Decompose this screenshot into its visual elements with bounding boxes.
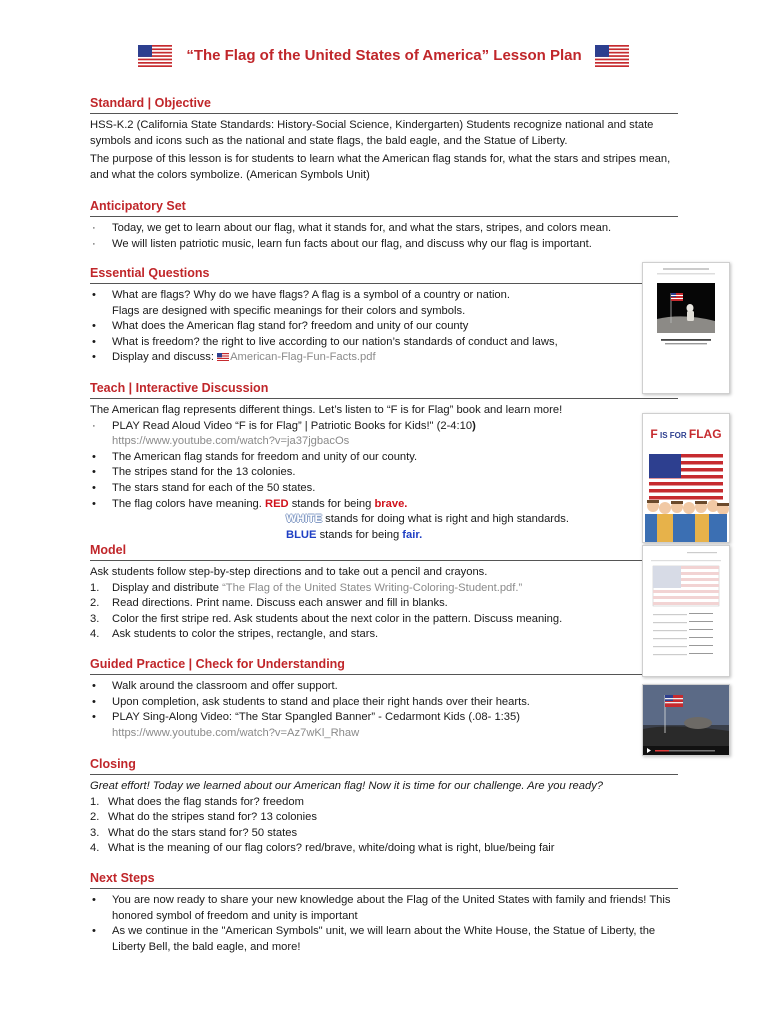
closing-questions bbox=[90, 795, 678, 857]
list-item: 2. What do the stripes stand for? 13 colonies bbox=[90, 811, 317, 824]
f-is-for-flag-cover bbox=[643, 414, 729, 542]
list-item: · Today, we get to learn about our flag, what it stands for, and what the stars, stripes, and colors mean. bbox=[92, 222, 612, 234]
standard-text: HSS-K.2 (California State Standards: History-Social Science, Kindergarten) Students recognize national and state symbols and icons such as the national and state flags, the bald eagle, and the Statue of Liberty. bbox=[90, 119, 654, 147]
list-item bbox=[90, 434, 678, 450]
section-heading: Anticipatory Set bbox=[90, 199, 678, 217]
next-steps-list bbox=[90, 893, 678, 955]
closing-intro: Great effort! Today we learned about our American flag! Now it is time for our challenge. Are you ready? bbox=[90, 780, 604, 792]
white-word: WHITE bbox=[286, 513, 323, 526]
blue-meaning: BLUE stands for being fair. bbox=[286, 528, 423, 541]
fun-facts-pdf-link[interactable]: American-Flag-Fun-Facts.pdf bbox=[230, 351, 376, 364]
anticipatory-list bbox=[90, 221, 678, 252]
list-item: • What does the American flag stand for? freedom and unity of our county bbox=[92, 320, 469, 333]
list-item: • The stripes stand for the 13 colonies. bbox=[92, 466, 296, 479]
standard-section bbox=[90, 96, 678, 183]
teach-intro: The American flag represents different things. Let’s listen to “F is for Flag” book and learn more! bbox=[90, 404, 563, 416]
purpose-text: The purpose of this lesson is for students to learn what the American flag stands for, what the stars and stripes mean, and what the colors symbolize. (American Symbols Unit) bbox=[90, 153, 671, 181]
section-heading: Teach | Interactive Discussion bbox=[90, 381, 678, 399]
list-item: • You are now ready to share your new knowledge about the Flag of the United States with family and friends! This honored symbol of freedom and unity is important bbox=[92, 894, 671, 922]
list-item: 2. Read directions. Print name. Discuss each answer and fill in blanks. bbox=[90, 597, 448, 610]
list-item bbox=[90, 726, 678, 742]
page-title: “The Flag of the United States of America” Lesson Plan bbox=[186, 47, 582, 64]
section-heading: Essential Questions bbox=[90, 266, 678, 284]
closing-section bbox=[90, 757, 678, 857]
section-heading: Model bbox=[90, 543, 678, 561]
sing-along-video-link[interactable]: https://www.youtube.com/watch?v=Az7wKl_Rhaw bbox=[112, 726, 360, 739]
guided-section bbox=[90, 657, 678, 741]
book-cover-thumbnail[interactable] bbox=[642, 413, 730, 543]
list-item: 1. Display and distribute “The Flag of the United States Writing-Coloring-Student.pdf.” bbox=[90, 581, 523, 594]
book-title: F IS FOR FLAG bbox=[650, 427, 722, 441]
list-item: • The American flag stands for freedom and unity of our county. bbox=[92, 450, 418, 463]
section-heading: Next Steps bbox=[90, 871, 678, 889]
next-steps-section bbox=[90, 871, 678, 955]
teach-list bbox=[90, 419, 678, 513]
essential-list bbox=[90, 288, 678, 366]
list-item: • Upon completion, ask students to stand and place their right hands over their hearts. bbox=[92, 695, 530, 708]
red-word: RED bbox=[264, 497, 289, 510]
fun-facts-thumbnail[interactable] bbox=[642, 262, 730, 394]
list-item: • As we continue in the "American Symbols" unit, we will learn about the White House, the Statue of Liberty, the Liberty Bell, the bald eagle, and more! bbox=[92, 925, 656, 953]
moon-flag-photo bbox=[643, 263, 729, 393]
list-item: 4. What is the meaning of our flag colors? red/brave, white/doing what is right, blue/being fair bbox=[90, 842, 555, 855]
coloring-sheet-thumbnail[interactable] bbox=[642, 545, 730, 677]
list-item: 1. What does the flag stands for? freedom bbox=[90, 795, 304, 808]
list-item: 4. Ask students to color the stripes, rectangle, and stars. bbox=[90, 628, 379, 641]
list-item: 3. What do the stars stand for? 50 states bbox=[90, 826, 298, 839]
list-item: • The flag colors have meaning. RED stands for being brave. bbox=[92, 497, 408, 510]
list-item: Flags are designed with specific meanings for their colors and symbols. bbox=[112, 304, 466, 317]
coloring-pdf-link[interactable]: “The Flag of the United States Writing-Coloring-Student.pdf.” bbox=[222, 581, 523, 594]
list-item: • The stars stand for each of the 50 states. bbox=[92, 481, 316, 494]
read-aloud-video-link[interactable]: https://www.youtube.com/watch?v=ja37jgbacOs bbox=[112, 435, 350, 448]
list-item: • What are flags? Why do we have flags? A flag is a symbol of a country or nation. bbox=[92, 289, 510, 301]
section-heading: Closing bbox=[90, 757, 678, 775]
guided-list bbox=[90, 679, 678, 741]
coloring-worksheet-preview bbox=[643, 546, 729, 676]
title-row bbox=[0, 43, 768, 69]
list-item: · PLAY Read Aloud Video “F is for Flag” | Patriotic Books for Kids!" (2-4:10) bbox=[92, 419, 476, 432]
model-steps bbox=[90, 581, 678, 643]
anticipatory-section bbox=[90, 199, 678, 252]
star-spangled-banner-video-frame bbox=[643, 685, 729, 755]
blue-word: BLUE bbox=[286, 528, 317, 541]
list-item: 3. Color the first stripe red. Ask students about the next color in the pattern. Discuss meaning. bbox=[90, 612, 563, 625]
flag-file-icon bbox=[217, 353, 229, 361]
list-item: • PLAY Sing-Along Video: “The Star Spangled Banner” - Cedarmont Kids (.08- 1:35) bbox=[92, 711, 520, 724]
essential-section bbox=[90, 266, 678, 366]
section-heading: Standard | Objective bbox=[90, 96, 678, 114]
list-item: • Display and discuss: American-Flag-Fun-Facts.pdf bbox=[92, 351, 376, 364]
us-flag-icon bbox=[595, 45, 629, 67]
model-section bbox=[90, 543, 678, 643]
section-heading: Guided Practice | Check for Understanding bbox=[90, 657, 678, 675]
list-item: · We will listen patriotic music, learn fun facts about our flag, and discuss why our flag is important. bbox=[92, 237, 592, 250]
teach-section bbox=[90, 381, 678, 543]
model-intro: Ask students follow step-by-step directions and to take out a pencil and crayons. bbox=[90, 566, 488, 578]
list-item: • What is freedom? the right to live according to our nation’s standards of conduct and laws, bbox=[92, 335, 558, 348]
white-meaning: WHITE stands for doing what is right and high standards. bbox=[286, 513, 569, 526]
list-item: • Walk around the classroom and offer support. bbox=[92, 680, 338, 692]
video-thumbnail[interactable] bbox=[642, 684, 730, 756]
